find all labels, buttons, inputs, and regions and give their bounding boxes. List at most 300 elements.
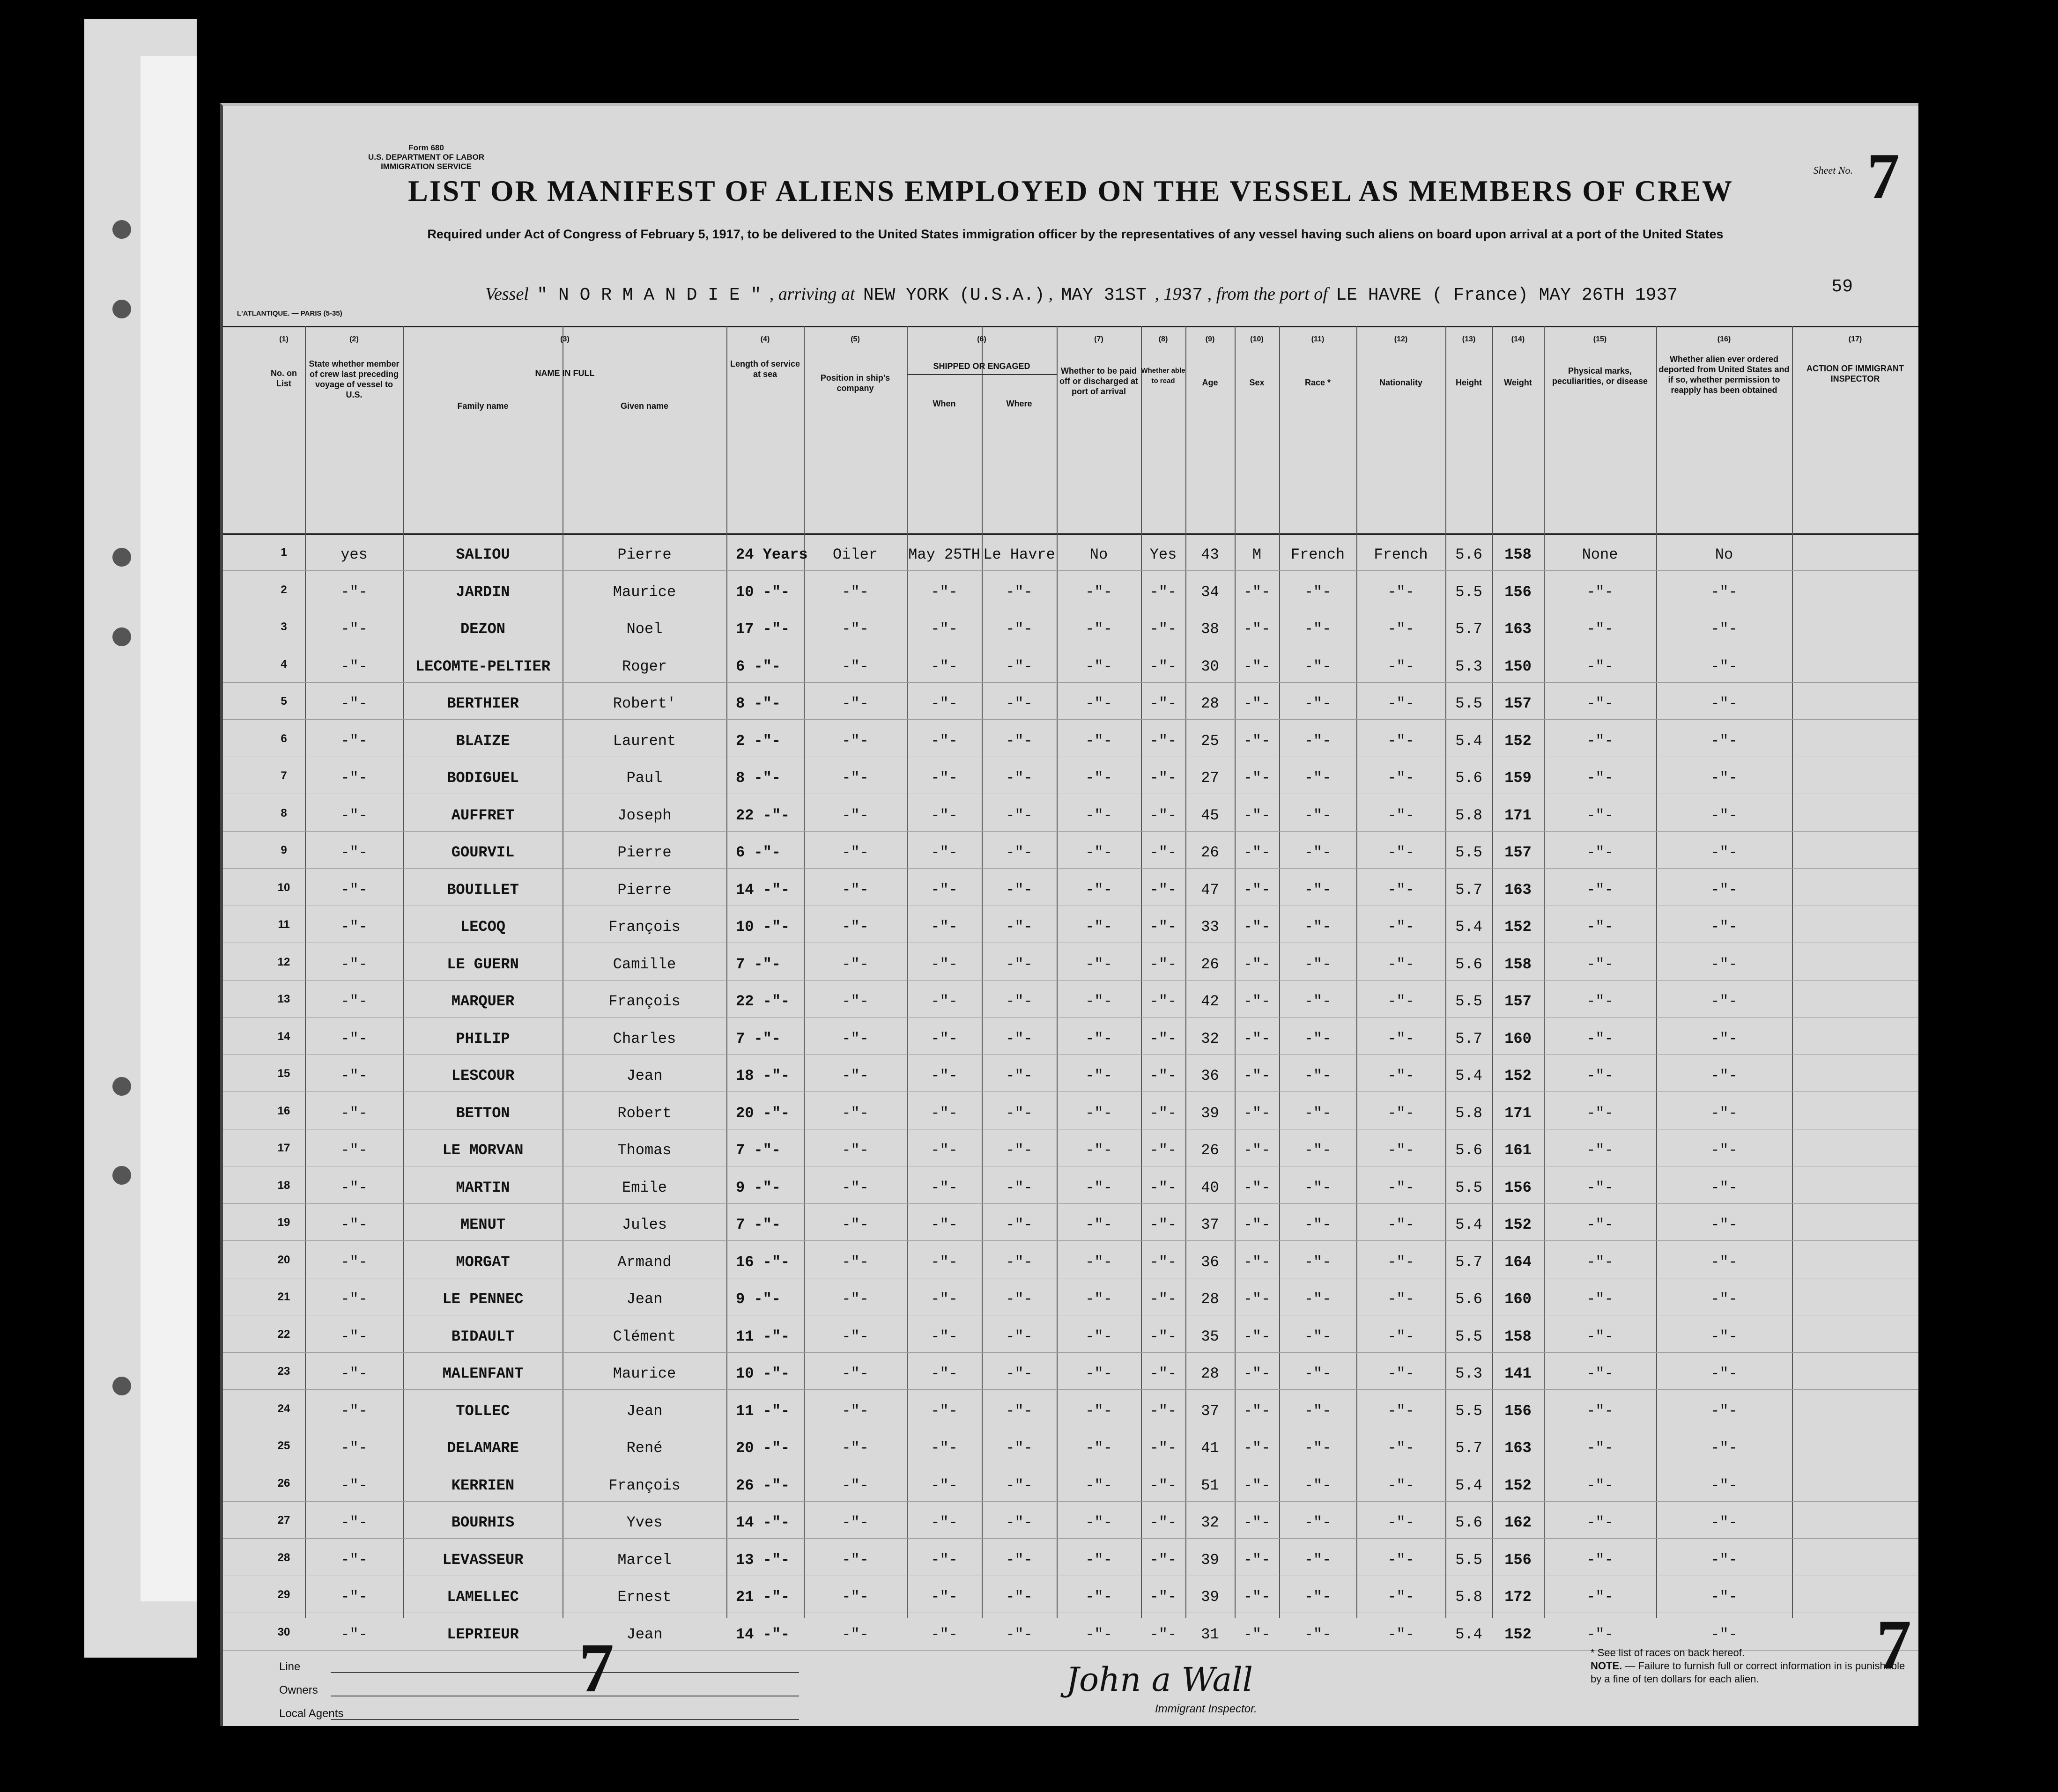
- cell-race: -"-: [1304, 1216, 1332, 1233]
- cell-paid: -"-: [1085, 1104, 1112, 1122]
- cell-sex: -"-: [1243, 1142, 1271, 1159]
- cell-where: -"-: [1006, 1179, 1033, 1196]
- cell-sex: -"-: [1243, 583, 1271, 601]
- cell-read: -"-: [1149, 1142, 1177, 1159]
- cell-where: -"-: [1006, 1402, 1033, 1420]
- cell-member: -"-: [341, 769, 368, 787]
- cell-race: -"-: [1304, 1551, 1332, 1569]
- cell-read: -"-: [1149, 1327, 1177, 1345]
- cell-deported: -"-: [1710, 1588, 1738, 1606]
- cell-position: -"-: [842, 1588, 869, 1606]
- cell-when: -"-: [931, 1030, 958, 1047]
- cell-race: -"-: [1304, 769, 1332, 787]
- cell-where: -"-: [1006, 881, 1033, 899]
- cell-deported: -"-: [1710, 732, 1738, 750]
- cell-when: -"-: [931, 1253, 958, 1271]
- cell-read: -"-: [1149, 1365, 1177, 1382]
- page-number: 59: [1831, 277, 1853, 297]
- cell-nationality: -"-: [1387, 1514, 1414, 1531]
- cell-position: -"-: [842, 993, 869, 1010]
- cell-member: -"-: [341, 993, 368, 1010]
- binder-ring: [112, 548, 131, 567]
- cell-sex: -"-: [1243, 1402, 1271, 1420]
- cell-where: -"-: [1006, 993, 1033, 1010]
- cell-length: 8 -"-: [736, 769, 781, 787]
- cell-read: -"-: [1149, 806, 1177, 824]
- cell-no: 18: [277, 1179, 290, 1192]
- cell-height: 5.7: [1455, 620, 1482, 638]
- cell-length: 9 -"-: [736, 1179, 781, 1196]
- cell-family: GOURVIL: [451, 844, 515, 861]
- cell-family: MALENFANT: [442, 1365, 524, 1382]
- cell-given: René: [626, 1439, 663, 1457]
- cell-no: 23: [277, 1365, 290, 1378]
- cell-read: -"-: [1149, 1067, 1177, 1084]
- cell-given: Marcel: [617, 1551, 672, 1569]
- cell-given: Armand: [617, 1253, 672, 1271]
- cell-sex: -"-: [1243, 1476, 1271, 1494]
- cell-family: PHILIP: [456, 1030, 510, 1047]
- cell-age: 34: [1201, 583, 1219, 601]
- cell-given: Jean: [626, 1067, 663, 1084]
- cell-age: 45: [1201, 806, 1219, 824]
- cell-race: -"-: [1304, 732, 1332, 750]
- cell-where: -"-: [1006, 918, 1033, 936]
- cell-family: DEZON: [460, 620, 505, 638]
- cell-deported: -"-: [1710, 1439, 1738, 1457]
- cell-marks: -"-: [1586, 1067, 1614, 1084]
- cell-race: -"-: [1304, 695, 1332, 712]
- corner-sheet-number: 7: [1876, 1606, 1911, 1683]
- cell-length: 20 -"-: [736, 1104, 790, 1122]
- cell-race: -"-: [1304, 881, 1332, 899]
- cell-marks: -"-: [1586, 881, 1614, 899]
- cell-member: -"-: [341, 1253, 368, 1271]
- cell-no: 30: [277, 1625, 290, 1638]
- table-row: [223, 943, 1918, 981]
- cell-when: -"-: [931, 1365, 958, 1382]
- cell-given: Laurent: [613, 732, 676, 750]
- cell-length: 11 -"-: [736, 1327, 790, 1345]
- cell-paid: No: [1089, 546, 1108, 563]
- cell-paid: -"-: [1085, 657, 1112, 675]
- cell-age: 30: [1201, 657, 1219, 675]
- cell-paid: -"-: [1085, 1179, 1112, 1196]
- cell-read: -"-: [1149, 583, 1177, 601]
- cell-position: -"-: [842, 844, 869, 861]
- cell-when: -"-: [931, 769, 958, 787]
- table-row: [223, 1277, 1918, 1315]
- cell-position: -"-: [842, 1142, 869, 1159]
- cell-position: -"-: [842, 918, 869, 936]
- cell-given: Maurice: [613, 583, 676, 601]
- cell-where: -"-: [1006, 1476, 1033, 1494]
- cell-marks: -"-: [1586, 918, 1614, 936]
- cell-race: -"-: [1304, 1588, 1332, 1606]
- cell-deported: -"-: [1710, 657, 1738, 675]
- cell-marks: -"-: [1586, 1291, 1614, 1308]
- cell-given: Emile: [622, 1179, 667, 1196]
- header-length-of-service: Length of service at sea: [730, 359, 800, 379]
- cell-race: -"-: [1304, 620, 1332, 638]
- cell-race: -"-: [1304, 657, 1332, 675]
- cell-member: yes: [341, 546, 368, 563]
- header-position: Position in ship's company: [820, 373, 890, 393]
- cell-given: Clément: [613, 1327, 676, 1345]
- cell-weight: 159: [1504, 769, 1532, 787]
- cell-age: 28: [1201, 1365, 1219, 1382]
- cell-marks: -"-: [1586, 1551, 1614, 1569]
- cell-marks: -"-: [1586, 1253, 1614, 1271]
- table-row: [223, 831, 1918, 869]
- cell-deported: -"-: [1710, 844, 1738, 861]
- cell-deported: -"-: [1710, 620, 1738, 638]
- cell-when: -"-: [931, 732, 958, 750]
- cell-sex: -"-: [1243, 1588, 1271, 1606]
- cell-age: 26: [1201, 844, 1219, 861]
- table-row: [223, 645, 1918, 683]
- cell-nationality: -"-: [1387, 955, 1414, 973]
- cell-length: 17 -"-: [736, 620, 790, 638]
- cell-no: 28: [277, 1551, 290, 1564]
- table-row: [223, 1352, 1918, 1390]
- cell-given: Charles: [613, 1030, 676, 1047]
- cell-family: AUFFRET: [451, 806, 515, 824]
- cell-height: 5.5: [1455, 695, 1482, 712]
- cell-no: 15: [277, 1067, 290, 1080]
- handwritten-line-number: 7: [579, 1629, 614, 1707]
- table-row: [223, 1575, 1918, 1613]
- cell-race: -"-: [1304, 1402, 1332, 1420]
- sheet-number: 7: [1867, 140, 1900, 213]
- cell-marks: -"-: [1586, 695, 1614, 712]
- cell-read: -"-: [1149, 1439, 1177, 1457]
- header-able-to-read: Whether able to read: [1141, 367, 1185, 385]
- cell-family: BOURHIS: [451, 1514, 515, 1531]
- cell-when: -"-: [931, 620, 958, 638]
- cell-marks: -"-: [1586, 1104, 1614, 1122]
- cell-given: Thomas: [617, 1142, 672, 1159]
- cell-deported: -"-: [1710, 1402, 1738, 1420]
- binder-ring: [112, 1166, 131, 1185]
- cell-read: -"-: [1149, 993, 1177, 1010]
- cell-sex: -"-: [1243, 695, 1271, 712]
- cell-read: -"-: [1149, 1216, 1177, 1233]
- cell-sex: -"-: [1243, 881, 1271, 899]
- cell-marks: -"-: [1586, 1402, 1614, 1420]
- cell-nationality: -"-: [1387, 844, 1414, 861]
- cell-sex: -"-: [1243, 1216, 1271, 1233]
- cell-race: -"-: [1304, 806, 1332, 824]
- cell-length: 14 -"-: [736, 1514, 790, 1531]
- cell-race: -"-: [1304, 918, 1332, 936]
- table-row: [223, 868, 1918, 906]
- vessel-label: Vessel: [485, 284, 529, 304]
- cell-height: 5.7: [1455, 881, 1482, 899]
- cell-member: -"-: [341, 1402, 368, 1420]
- cell-sex: -"-: [1243, 657, 1271, 675]
- arrival-date: MAY 31ST: [1061, 285, 1147, 305]
- cell-deported: -"-: [1710, 695, 1738, 712]
- header-sex: Sex: [1249, 378, 1265, 387]
- header-where: Where: [1006, 399, 1032, 408]
- cell-marks: -"-: [1586, 769, 1614, 787]
- cell-deported: -"-: [1710, 918, 1738, 936]
- inspector-signature: John a Wall: [1066, 1660, 1253, 1699]
- cell-race: -"-: [1304, 993, 1332, 1010]
- cell-marks: -"-: [1586, 1030, 1614, 1047]
- form-service: IMMIGRATION SERVICE: [381, 162, 472, 171]
- cell-position: -"-: [842, 769, 869, 787]
- cell-no: 5: [281, 695, 287, 708]
- column-number: (12): [1394, 335, 1408, 343]
- cell-sex: -"-: [1243, 1030, 1271, 1047]
- cell-when: -"-: [931, 1104, 958, 1122]
- cell-deported: -"-: [1710, 1327, 1738, 1345]
- note-text: — Failure to furnish full or correct information in is punishable by a fine of ten dollars for each alien.: [1591, 1660, 1905, 1685]
- cell-marks: -"-: [1586, 1216, 1614, 1233]
- cell-paid: -"-: [1085, 1514, 1112, 1531]
- table-row: [223, 1501, 1918, 1539]
- cell-read: -"-: [1149, 918, 1177, 936]
- cell-given: Paul: [626, 769, 663, 787]
- cell-race: -"-: [1304, 1327, 1332, 1345]
- cell-marks: -"-: [1586, 1327, 1614, 1345]
- cell-sex: -"-: [1243, 732, 1271, 750]
- cell-age: 38: [1201, 620, 1219, 638]
- cell-where: -"-: [1006, 1439, 1033, 1457]
- cell-when: -"-: [931, 918, 958, 936]
- cell-no: 6: [281, 732, 287, 745]
- cell-race: -"-: [1304, 1179, 1332, 1196]
- cell-position: -"-: [842, 1253, 869, 1271]
- cell-given: Robert': [613, 695, 676, 712]
- cell-weight: 152: [1504, 732, 1532, 750]
- cell-height: 5.5: [1455, 583, 1482, 601]
- cell-weight: 152: [1504, 1216, 1532, 1233]
- cell-weight: 162: [1504, 1514, 1532, 1531]
- cell-age: 47: [1201, 881, 1219, 899]
- cell-race: -"-: [1304, 1104, 1332, 1122]
- cell-age: 37: [1201, 1402, 1219, 1420]
- column-number: (11): [1311, 335, 1325, 343]
- cell-deported: -"-: [1710, 1030, 1738, 1047]
- table-row: [223, 1613, 1918, 1651]
- cell-race: -"-: [1304, 1625, 1332, 1643]
- cell-member: -"-: [341, 583, 368, 601]
- cell-member: -"-: [341, 1514, 368, 1531]
- cell-member: -"-: [341, 1365, 368, 1382]
- cell-read: -"-: [1149, 695, 1177, 712]
- cell-length: 7 -"-: [736, 1030, 781, 1047]
- cell-deported: -"-: [1710, 1142, 1738, 1159]
- column-number: (10): [1250, 335, 1264, 343]
- cell-position: -"-: [842, 657, 869, 675]
- cell-height: 5.6: [1455, 1142, 1482, 1159]
- cell-where: -"-: [1006, 1551, 1033, 1569]
- header-family-name: Family name: [457, 401, 509, 411]
- cell-member: -"-: [341, 1142, 368, 1159]
- column-number: (1): [279, 335, 289, 343]
- table-row: [223, 570, 1918, 608]
- cell-length: 24 Years: [736, 546, 808, 563]
- cell-no: 13: [277, 993, 290, 1005]
- cell-sex: -"-: [1243, 1365, 1271, 1382]
- line-label: Line: [279, 1660, 301, 1673]
- cell-family: LE MORVAN: [442, 1142, 524, 1159]
- cell-paid: -"-: [1085, 1551, 1112, 1569]
- cell-member: -"-: [341, 881, 368, 899]
- cell-nationality: -"-: [1387, 918, 1414, 936]
- table-row: [223, 905, 1918, 943]
- form-number: Form 680: [408, 143, 444, 152]
- cell-age: 35: [1201, 1327, 1219, 1345]
- cell-weight: 152: [1504, 918, 1532, 936]
- cell-marks: -"-: [1586, 806, 1614, 824]
- cell-deported: -"-: [1710, 1625, 1738, 1643]
- cell-deported: -"-: [1710, 1253, 1738, 1271]
- cell-sex: -"-: [1243, 1327, 1271, 1345]
- header-deported: Whether alien ever ordered deported from United States and if so, whether permission to reapply has been obtained: [1658, 354, 1790, 395]
- cell-marks: -"-: [1586, 993, 1614, 1010]
- cell-sex: -"-: [1243, 620, 1271, 638]
- form-department: U.S. DEPARTMENT OF LABOR: [368, 153, 485, 162]
- cell-age: 32: [1201, 1030, 1219, 1047]
- cell-sex: M: [1252, 546, 1262, 563]
- cell-nationality: -"-: [1387, 1551, 1414, 1569]
- cell-weight: 157: [1504, 993, 1532, 1010]
- cell-read: -"-: [1149, 1476, 1177, 1494]
- cell-nationality: -"-: [1387, 1067, 1414, 1084]
- cell-when: -"-: [931, 1327, 958, 1345]
- cell-race: -"-: [1304, 1030, 1332, 1047]
- cell-family: TOLLEC: [456, 1402, 510, 1420]
- header-given-name: Given name: [620, 401, 669, 411]
- table-row: [223, 756, 1918, 794]
- cell-sex: -"-: [1243, 1179, 1271, 1196]
- cell-paid: -"-: [1085, 881, 1112, 899]
- cell-deported: -"-: [1710, 806, 1738, 824]
- cell-height: 5.4: [1455, 1067, 1482, 1084]
- cell-nationality: -"-: [1387, 806, 1414, 824]
- cell-paid: -"-: [1085, 918, 1112, 936]
- cell-weight: 156: [1504, 1551, 1532, 1569]
- cell-family: LE PENNEC: [442, 1291, 524, 1308]
- cell-weight: 158: [1504, 955, 1532, 973]
- cell-when: -"-: [931, 955, 958, 973]
- cell-sex: -"-: [1243, 1291, 1271, 1308]
- cell-family: MARQUER: [451, 993, 515, 1010]
- cell-marks: -"-: [1586, 1476, 1614, 1494]
- cell-given: Joseph: [617, 806, 672, 824]
- cell-given: Yves: [626, 1514, 663, 1531]
- cell-race: -"-: [1304, 1291, 1332, 1308]
- cell-length: 6 -"-: [736, 657, 781, 675]
- cell-read: -"-: [1149, 1588, 1177, 1606]
- cell-height: 5.5: [1455, 1179, 1482, 1196]
- cell-when: -"-: [931, 1067, 958, 1084]
- cell-paid: -"-: [1085, 1625, 1112, 1643]
- cell-deported: -"-: [1710, 881, 1738, 899]
- cell-paid: -"-: [1085, 1439, 1112, 1457]
- cell-paid: -"-: [1085, 1216, 1112, 1233]
- cell-length: 7 -"-: [736, 955, 781, 973]
- table-row: [223, 1203, 1918, 1241]
- cell-given: Pierre: [617, 546, 672, 563]
- cell-age: 28: [1201, 1291, 1219, 1308]
- header-action-inspector: ACTION OF IMMIGRANT INSPECTOR: [1806, 364, 1904, 383]
- binder-page-edge: [141, 56, 197, 1601]
- cell-height: 5.6: [1455, 769, 1482, 787]
- cell-where: -"-: [1006, 1625, 1033, 1643]
- cell-no: 11: [278, 918, 290, 931]
- cell-length: 14 -"-: [736, 881, 790, 899]
- cell-paid: -"-: [1085, 1291, 1112, 1308]
- column-number: (17): [1848, 335, 1862, 343]
- cell-where: -"-: [1006, 1104, 1033, 1122]
- cell-sex: -"-: [1243, 955, 1271, 973]
- cell-where: -"-: [1006, 1291, 1033, 1308]
- cell-where: -"-: [1006, 1067, 1033, 1084]
- cell-where: -"-: [1006, 732, 1033, 750]
- cell-height: 5.5: [1455, 993, 1482, 1010]
- column-number: (2): [349, 335, 359, 343]
- cell-nationality: -"-: [1387, 881, 1414, 899]
- column-number: (5): [851, 335, 860, 343]
- cell-height: 5.8: [1455, 806, 1482, 824]
- cell-deported: -"-: [1710, 769, 1738, 787]
- cell-family: LEVASSEUR: [442, 1551, 524, 1569]
- cell-position: -"-: [842, 1625, 869, 1643]
- cell-age: 36: [1201, 1067, 1219, 1084]
- cell-marks: -"-: [1586, 1625, 1614, 1643]
- cell-no: 26: [277, 1476, 290, 1490]
- cell-sex: -"-: [1243, 1514, 1271, 1531]
- cell-height: 5.8: [1455, 1104, 1482, 1122]
- cell-length: 11 -"-: [736, 1402, 790, 1420]
- cell-member: -"-: [341, 620, 368, 638]
- cell-nationality: -"-: [1387, 1253, 1414, 1271]
- cell-position: Oiler: [832, 546, 878, 563]
- cell-no: 22: [277, 1327, 290, 1341]
- cell-height: 5.4: [1455, 1216, 1482, 1233]
- cell-nationality: -"-: [1387, 1625, 1414, 1643]
- cell-read: -"-: [1149, 844, 1177, 861]
- cell-when: -"-: [931, 1402, 958, 1420]
- cell-given: Camille: [613, 955, 676, 973]
- cell-race: -"-: [1304, 1365, 1332, 1382]
- header-race: Race *: [1304, 378, 1331, 387]
- cell-length: 13 -"-: [736, 1551, 790, 1569]
- cell-race: -"-: [1304, 1476, 1332, 1494]
- cell-paid: -"-: [1085, 695, 1112, 712]
- cell-where: -"-: [1006, 1365, 1033, 1382]
- cell-sex: -"-: [1243, 769, 1271, 787]
- cell-nationality: -"-: [1387, 769, 1414, 787]
- cell-when: -"-: [931, 695, 958, 712]
- cell-age: 39: [1201, 1551, 1219, 1569]
- cell-age: 26: [1201, 1142, 1219, 1159]
- cell-nationality: -"-: [1387, 620, 1414, 638]
- cell-member: -"-: [341, 1067, 368, 1084]
- cell-sex: -"-: [1243, 1104, 1271, 1122]
- cell-sex: -"-: [1243, 844, 1271, 861]
- cell-read: -"-: [1149, 1179, 1177, 1196]
- cell-length: 21 -"-: [736, 1588, 790, 1606]
- cell-position: -"-: [842, 620, 869, 638]
- table-row: [223, 1426, 1918, 1464]
- cell-weight: 156: [1504, 583, 1532, 601]
